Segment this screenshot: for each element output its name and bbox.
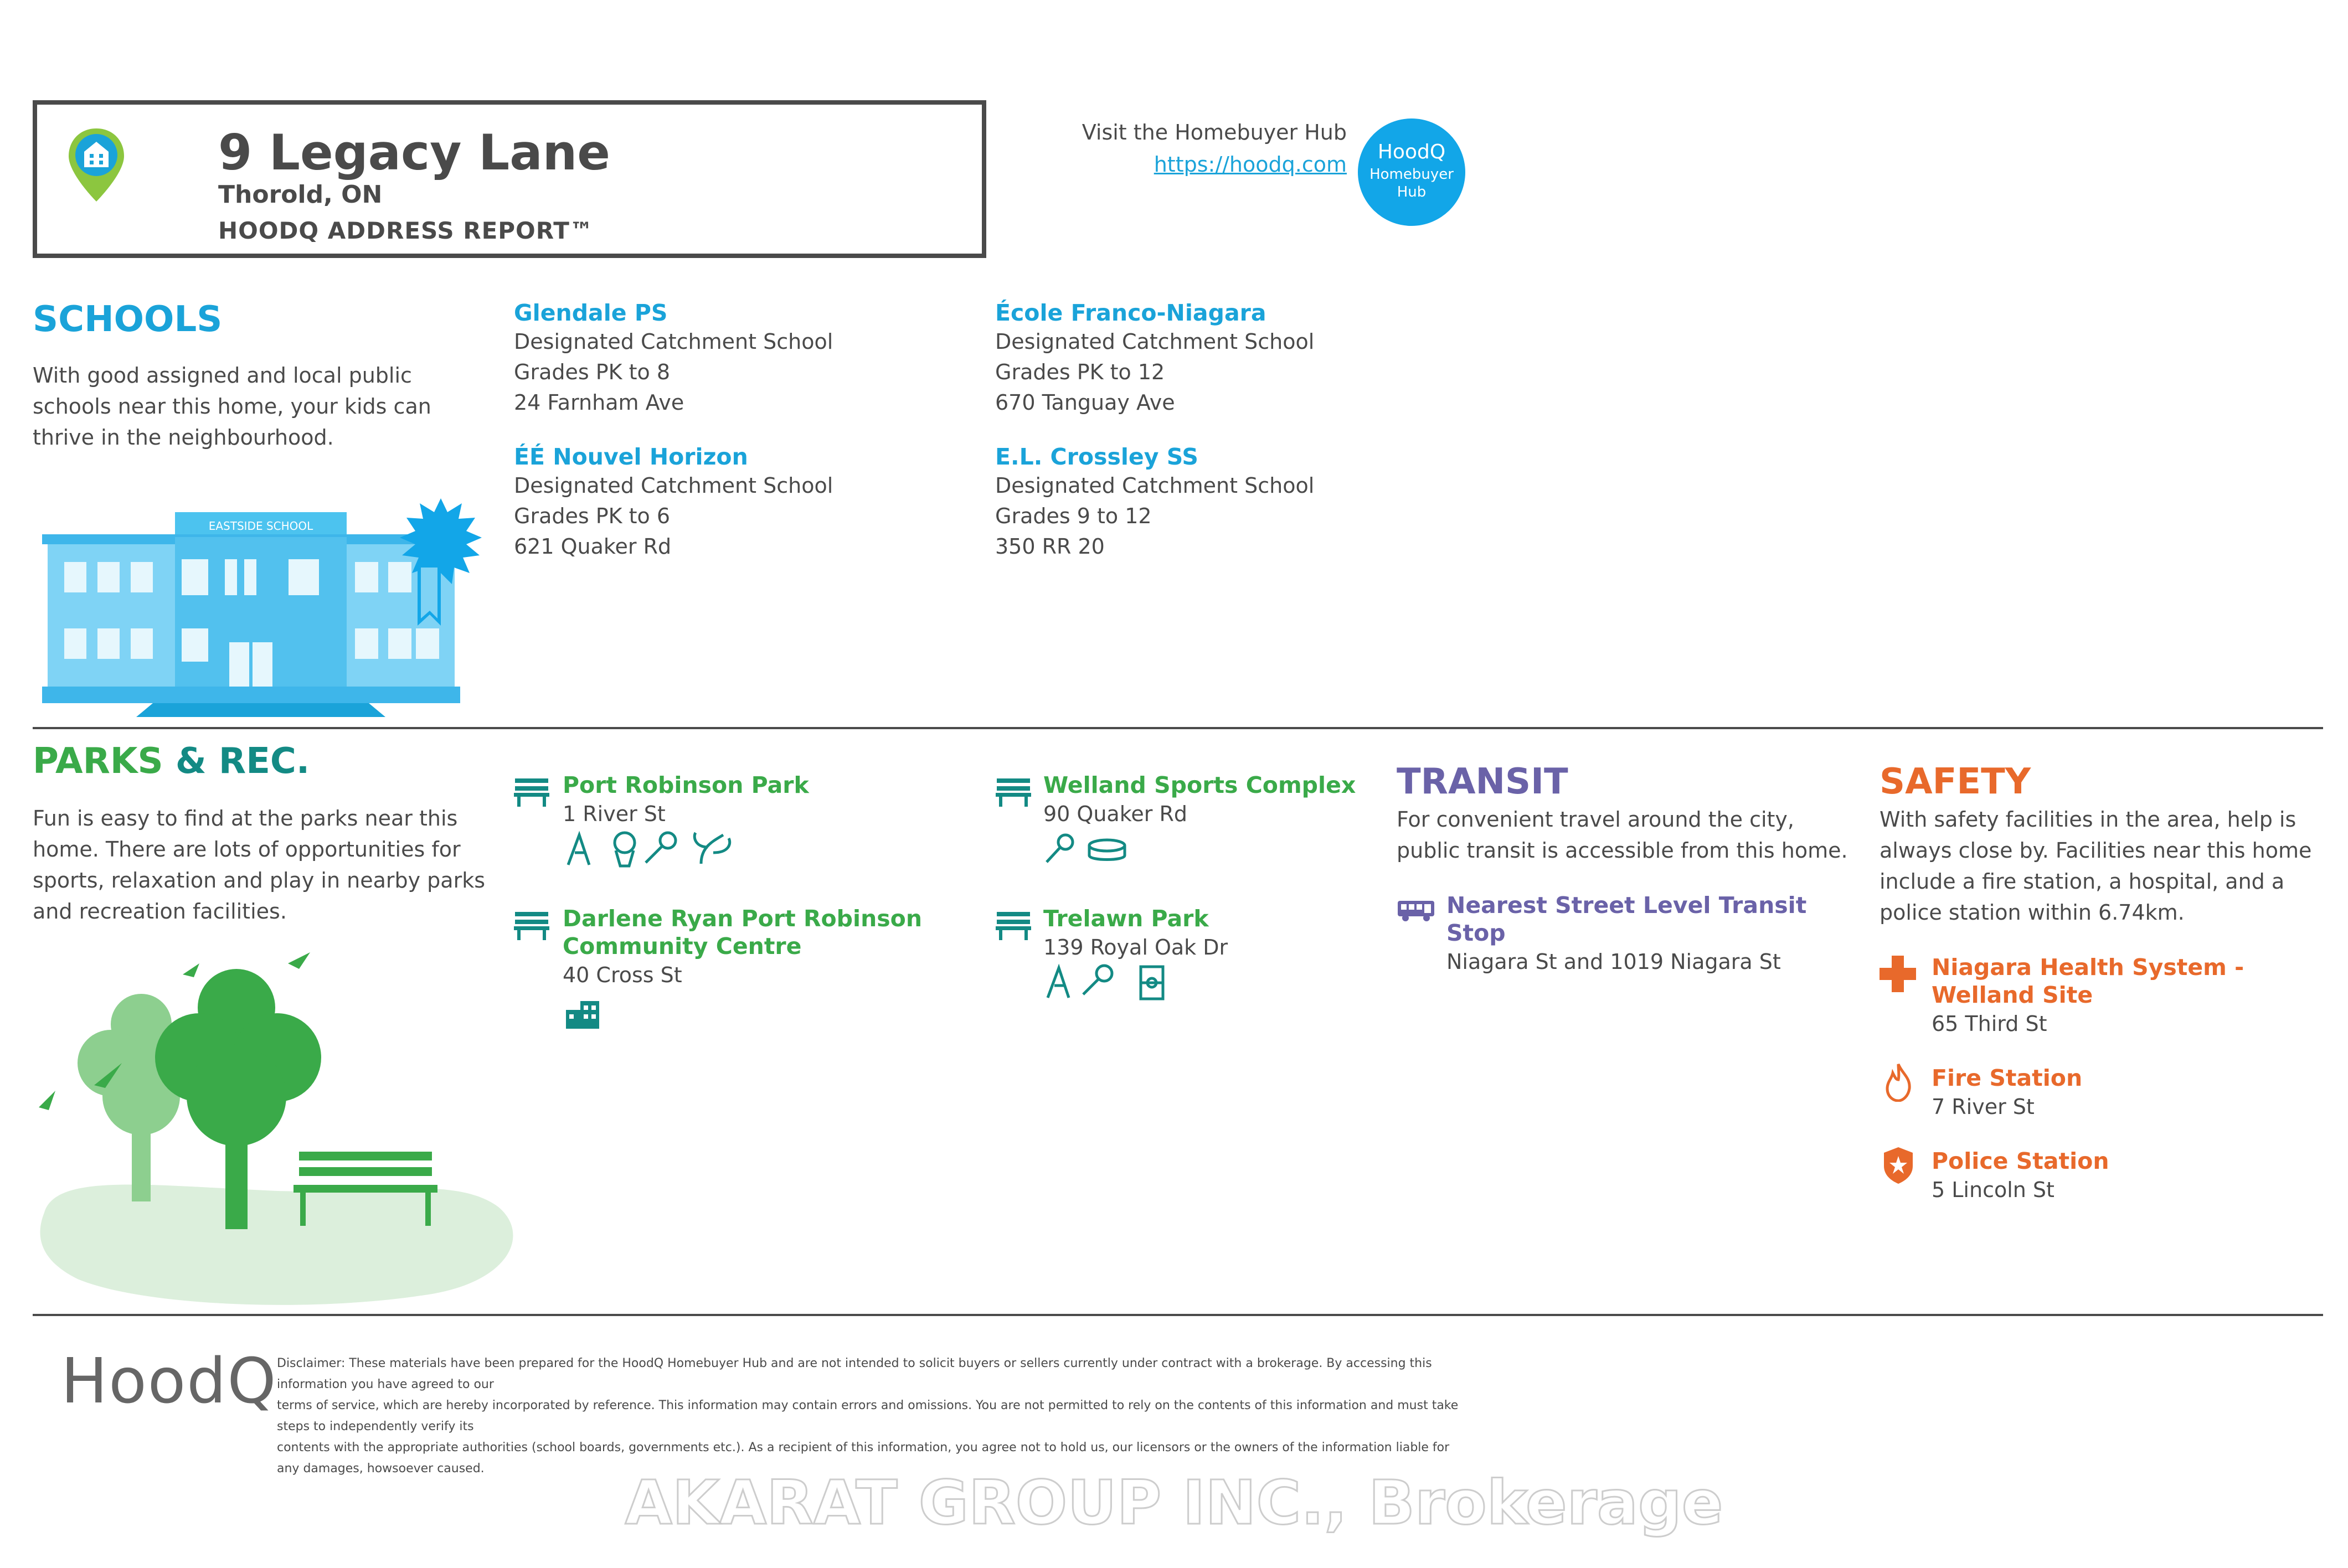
rec-title-word: & REC. xyxy=(175,741,310,782)
tennis-icon xyxy=(1096,966,1112,981)
arena-icon xyxy=(1089,840,1125,851)
disclaimer-line: contents with the appropriate authorities (school boards, governments etc.). As a recipient of this information, you agree not to hold us, our licensors or the owners of the information liable for any damages, howsoever caused. xyxy=(277,1441,1450,1476)
park-name-line[interactable]: Darlene Ryan Port Robinson xyxy=(563,905,923,932)
hub-badge-line: Hub xyxy=(1397,184,1427,200)
disclaimer-text xyxy=(277,1353,1473,1479)
park-name[interactable]: Trelawn Park xyxy=(1043,905,1209,932)
playground-icon xyxy=(1048,968,1069,998)
trelawn-amenity-icons xyxy=(1043,963,1171,1002)
park-address: 90 Quaker Rd xyxy=(1043,802,1187,826)
park-address: 139 Royal Oak Dr xyxy=(1043,935,1228,960)
schools-title: SCHOOLS xyxy=(33,299,223,340)
homebuyer-hub-promo xyxy=(1041,116,1347,180)
school-name[interactable]: École Franco-Niagara xyxy=(995,300,1266,326)
school-type: Designated Catchment School xyxy=(514,329,833,354)
parks-description: Fun is easy to find at the parks near this home. There are lots of opportunities for sports, relaxation and play in nearby parks and recreation facilities. xyxy=(33,806,486,924)
hub-badge[interactable] xyxy=(1358,118,1465,226)
bench-icon xyxy=(514,910,549,941)
school-address: 350 RR 20 xyxy=(995,534,1105,559)
safety-description: With safety facilities in the area, help is always close by. Facilities near this home include a fire station, a hospital, and a police station within 6.74km. xyxy=(1880,807,2312,925)
community-centre-icon xyxy=(564,997,603,1030)
safety-title: SAFETY xyxy=(1880,761,2031,802)
bus-icon xyxy=(1397,900,1435,922)
park-name[interactable]: Welland Sports Complex xyxy=(1043,772,1356,798)
park-address: 1 River St xyxy=(563,802,666,826)
transit-description: For convenient travel around the city, public transit is accessible from this home. xyxy=(1397,807,1848,863)
transit-stop-card[interactable] xyxy=(1446,891,1806,977)
transit-stop-name[interactable]: Nearest Street Level Transit xyxy=(1446,892,1807,919)
police-badge-icon xyxy=(1882,1146,1915,1185)
school-card[interactable] xyxy=(995,443,1314,562)
footer-divider xyxy=(33,1314,2323,1316)
park-name[interactable]: Port Robinson Park xyxy=(563,772,809,798)
playground-icon xyxy=(568,835,589,865)
school-card[interactable] xyxy=(514,443,833,562)
fire-station-card[interactable] xyxy=(1932,1064,2082,1122)
disclaimer-line: Disclaimer: These materials have been prepared for the HoodQ Homebuyer Hub and are not intended to solicit buyers or sellers currently under contract with a brokerage. By accessing this information you have agreed to our xyxy=(277,1356,1432,1391)
hub-badge-line: HoodQ xyxy=(1377,141,1446,163)
bench-icon xyxy=(514,776,549,807)
basketball-icon xyxy=(615,833,635,853)
school-name[interactable]: ÉÉ Nouvel Horizon xyxy=(514,443,748,470)
police-station-name[interactable]: Police Station xyxy=(1932,1148,2109,1174)
park-name-line[interactable]: Community Centre xyxy=(563,933,802,960)
school-type: Designated Catchment School xyxy=(995,329,1315,354)
tennis-icon xyxy=(660,833,676,848)
hub-visit-text: Visit the Homebuyer Hub xyxy=(1082,120,1347,145)
hub-link[interactable]: https://hoodq.com xyxy=(1154,152,1347,177)
home-pin-icon xyxy=(65,126,127,204)
fire-station-name[interactable]: Fire Station xyxy=(1932,1065,2083,1091)
fire-flame-icon xyxy=(1885,1063,1912,1102)
fire-station-address: 7 River St xyxy=(1932,1095,2035,1119)
park-card[interactable] xyxy=(563,771,809,829)
school-grades: Grades 9 to 12 xyxy=(995,504,1152,528)
hoodq-logo: HoodQ xyxy=(61,1345,277,1417)
address-city: Thorold, ON xyxy=(218,180,383,209)
park-card[interactable] xyxy=(1043,905,1228,963)
section-divider xyxy=(33,727,2323,729)
transit-stop-address: Niagara St and 1019 Niagara St xyxy=(1446,950,1781,974)
hospital-card[interactable] xyxy=(1932,953,2244,1039)
bench-icon xyxy=(996,776,1031,807)
hub-badge-line: Homebuyer xyxy=(1369,166,1454,183)
schools-description: With good assigned and local public schools near this home, your kids can thrive in the neighbourhood. xyxy=(33,363,431,450)
hospital-name[interactable]: Welland Site xyxy=(1932,982,2093,1008)
school-address: 670 Tanguay Ave xyxy=(995,390,1175,415)
school-building-illustration xyxy=(42,496,496,717)
report-label: HOODQ ADDRESS REPORT™ xyxy=(218,217,594,244)
parks-title xyxy=(33,741,310,782)
park-illustration xyxy=(33,952,521,1307)
school-type: Designated Catchment School xyxy=(995,473,1315,498)
park-card[interactable] xyxy=(563,905,922,991)
complex-amenity-icons xyxy=(1043,833,1132,866)
tennis-icon xyxy=(1058,835,1073,849)
disclaimer-line: terms of service, which are hereby incorporated by reference. This information may contain errors and omissions. You are not permitted to rely on the contents of this information and must take steps to independently verify its xyxy=(277,1399,1459,1433)
school-address: 621 Quaker Rd xyxy=(514,534,672,559)
school-name[interactable]: Glendale PS xyxy=(514,300,668,326)
police-station-card[interactable] xyxy=(1932,1147,2109,1205)
police-station-address: 5 Lincoln St xyxy=(1932,1178,2054,1202)
school-grades: Grades PK to 8 xyxy=(514,360,671,384)
school-address: 24 Farnham Ave xyxy=(514,390,684,415)
park-address: 40 Cross St xyxy=(563,963,682,987)
hospital-cross-icon xyxy=(1880,956,1916,992)
school-type: Designated Catchment School xyxy=(514,473,833,498)
splash-pad-icon xyxy=(694,833,729,864)
brokerage-watermark: AKARAT GROUP INC., Brokerage xyxy=(625,1467,1723,1538)
school-grades: Grades PK to 12 xyxy=(995,360,1165,384)
school-card[interactable] xyxy=(514,299,833,418)
transit-title: TRANSIT xyxy=(1397,761,1568,802)
parks-title-word: PARKS xyxy=(33,741,163,782)
transit-stop-name[interactable]: Stop xyxy=(1446,920,1506,946)
park-card[interactable] xyxy=(1043,771,1356,829)
address-title: 9 Legacy Lane xyxy=(218,124,610,181)
hospital-name[interactable]: Niagara Health System - xyxy=(1932,954,2244,981)
bench-icon xyxy=(996,910,1031,941)
park-amenity-icons xyxy=(563,831,740,869)
hospital-address: 65 Third St xyxy=(1932,1012,2047,1036)
school-sign-text: EASTSIDE SCHOOL xyxy=(208,519,313,533)
school-card[interactable] xyxy=(995,299,1314,418)
school-name[interactable]: E.L. Crossley SS xyxy=(995,443,1198,470)
school-grades: Grades PK to 6 xyxy=(514,504,671,528)
